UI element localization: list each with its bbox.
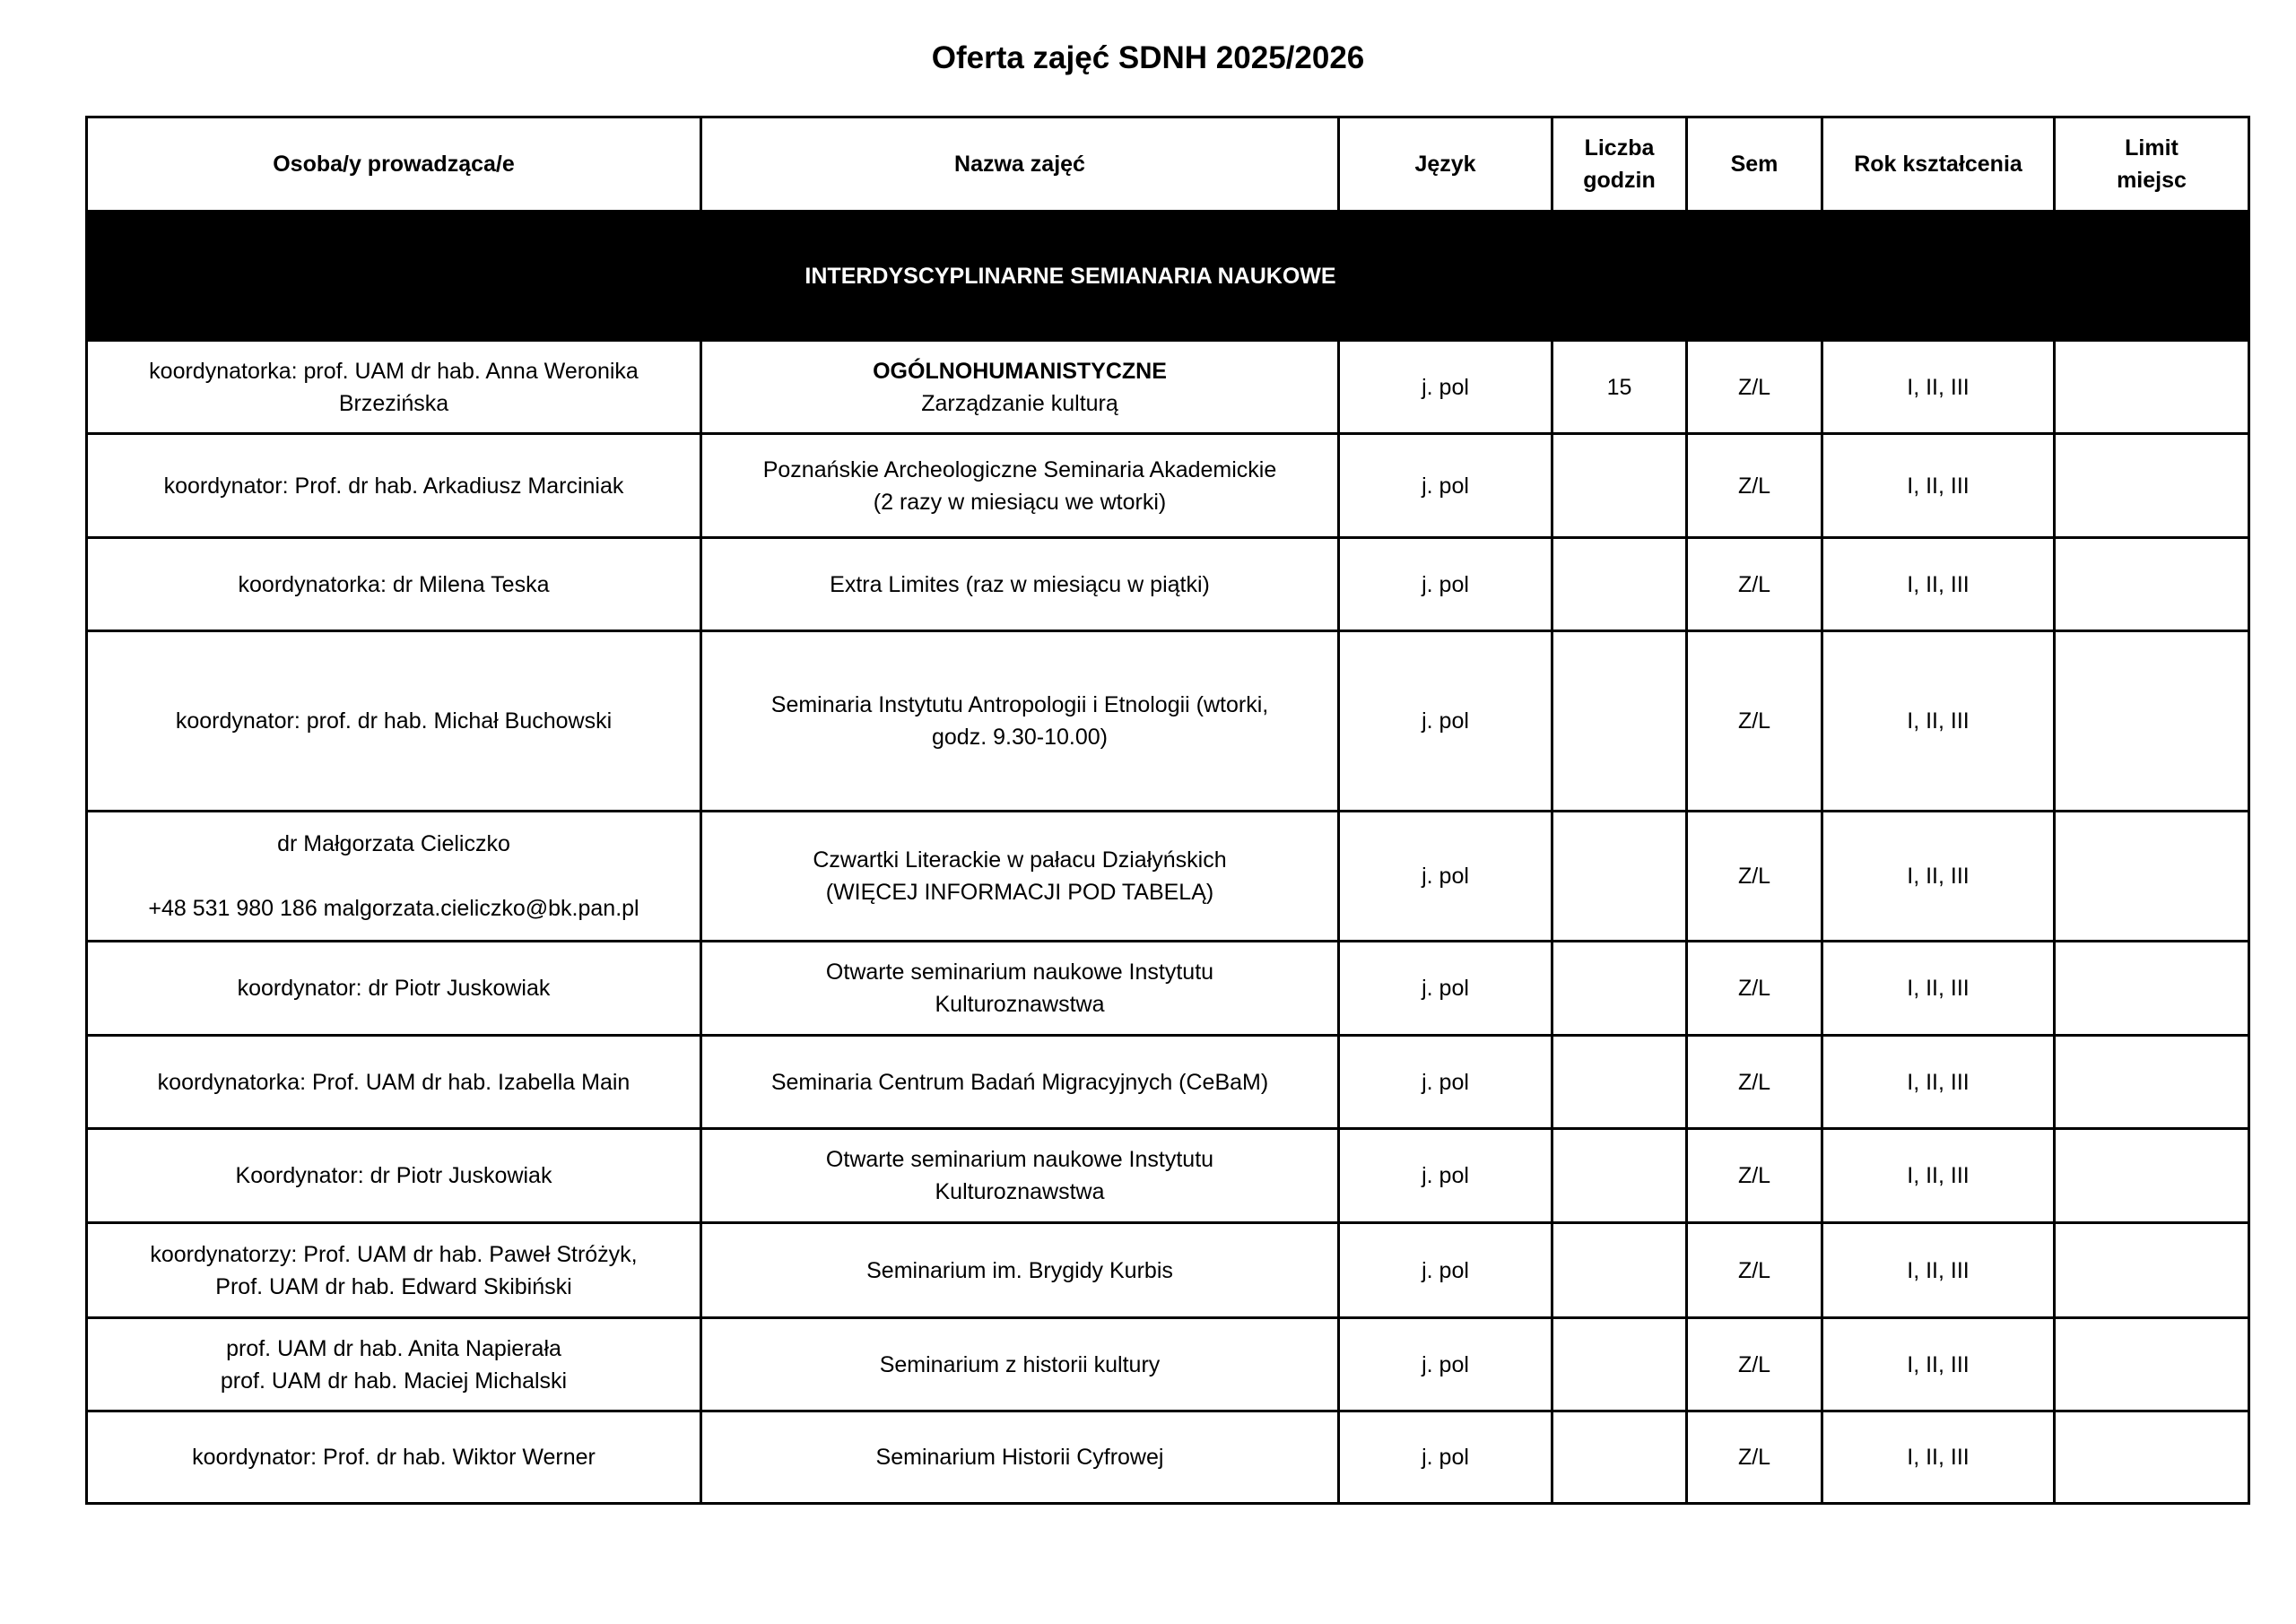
instructor-line: +48 531 980 186 malgorzata.cieliczko@bk.pan.pl — [148, 896, 639, 921]
year-cell: I, II, III — [1822, 1318, 2055, 1411]
limit-cell — [2055, 1223, 2249, 1318]
year-cell: I, II, III — [1822, 1129, 2055, 1223]
language-cell: j. pol — [1339, 1036, 1552, 1129]
instructor-line: koordynatorka: Prof. UAM dr hab. Izabella Main — [157, 1069, 631, 1095]
limit-cell — [2055, 1036, 2249, 1129]
hours-cell — [1552, 1318, 1687, 1411]
course-name-line: Otwarte seminarium naukowe Instytutu — [825, 1147, 1214, 1172]
instructor-cell — [87, 341, 701, 434]
course-name-cell — [701, 1223, 1339, 1318]
table-row — [87, 1223, 2249, 1318]
course-name-line: Seminarium Historii Cyfrowej — [875, 1445, 1164, 1470]
table-row — [87, 434, 2249, 538]
course-name-cell — [701, 631, 1339, 812]
course-name-line: Seminarium z historii kultury — [879, 1351, 1161, 1377]
course-name-line: Kulturoznawstwa — [935, 1179, 1105, 1204]
document-title: Oferta zajęć SDNH 2025/2026 — [931, 40, 1365, 75]
header-course-name: Nazwa zajęć — [701, 117, 1339, 212]
instructor-cell — [87, 942, 701, 1036]
course-name-line: Seminarium im. Brygidy Kurbis — [866, 1257, 1173, 1283]
year-cell: I, II, III — [1822, 942, 2055, 1036]
language-cell: j. pol — [1339, 1318, 1552, 1411]
course-name-cell — [701, 341, 1339, 434]
instructor-cell — [87, 434, 701, 538]
year-cell: I, II, III — [1822, 812, 2055, 942]
semester-cell: Z/L — [1687, 1411, 1822, 1504]
course-name-line: Seminaria Centrum Badań Migracyjnych (CeBaM) — [770, 1069, 1269, 1095]
limit-cell — [2055, 341, 2249, 434]
instructor-line: Prof. UAM dr hab. Edward Skibiński — [215, 1273, 572, 1299]
limit-cell — [2055, 1129, 2249, 1223]
year-cell: I, II, III — [1822, 1411, 2055, 1504]
semester-cell: Z/L — [1687, 538, 1822, 631]
instructor-cell — [87, 1129, 701, 1223]
hours-cell — [1552, 942, 1687, 1036]
language-cell: j. pol — [1339, 1129, 1552, 1223]
course-name-line: godz. 9.30-10.00) — [932, 725, 1108, 750]
course-offer-table — [85, 116, 2250, 1505]
instructor-spacer — [93, 860, 694, 892]
hours-cell — [1552, 631, 1687, 812]
instructor-cell — [87, 1411, 701, 1504]
course-name-line: Czwartki Literackie w pałacu Działyńskich — [813, 847, 1227, 873]
course-name-line: Otwarte seminarium naukowe Instytutu — [825, 960, 1214, 985]
instructor-line: prof. UAM dr hab. Anita Napierała — [226, 1335, 561, 1361]
semester-cell: Z/L — [1687, 942, 1822, 1036]
limit-cell — [2055, 1411, 2249, 1504]
header-instructors: Osoba/y prowadząca/e — [87, 117, 701, 212]
instructor-cell — [87, 1036, 701, 1129]
language-cell: j. pol — [1339, 942, 1552, 1036]
header-semester: Sem — [1687, 117, 1822, 212]
section-limit-cell — [2055, 212, 2249, 341]
table-row — [87, 538, 2249, 631]
table-row — [87, 1036, 2249, 1129]
table-row — [87, 1318, 2249, 1411]
limit-cell — [2055, 631, 2249, 812]
instructor-cell — [87, 538, 701, 631]
hours-cell — [1552, 538, 1687, 631]
instructor-line: koordynator: Prof. dr hab. Wiktor Werner — [192, 1445, 596, 1470]
table-header-row — [87, 117, 2249, 212]
year-cell: I, II, III — [1822, 538, 2055, 631]
course-name-cell — [701, 1036, 1339, 1129]
course-name-line: Zarządzanie kulturą — [921, 390, 1118, 416]
course-name-line: Poznańskie Archeologiczne Seminaria Akademickie — [762, 456, 1277, 482]
hours-cell — [1552, 434, 1687, 538]
header-limit-line1: Limit — [2125, 135, 2179, 161]
instructor-line: dr Małgorzata Cieliczko — [277, 831, 510, 856]
instructor-line: koordynator: dr Piotr Juskowiak — [237, 976, 551, 1001]
year-cell: I, II, III — [1822, 1223, 2055, 1318]
year-cell: I, II, III — [1822, 341, 2055, 434]
hours-cell — [1552, 812, 1687, 942]
instructor-line: koordynatorka: dr Milena Teska — [238, 571, 550, 597]
instructor-cell — [87, 812, 701, 942]
header-limit-line2: miejsc — [2117, 168, 2187, 193]
table-row — [87, 812, 2249, 942]
instructor-line: koordynatorzy: Prof. UAM dr hab. Paweł Stróżyk, — [150, 1241, 638, 1267]
header-hours — [1552, 117, 1687, 212]
hours-cell — [1552, 1223, 1687, 1318]
hours-cell — [1552, 1036, 1687, 1129]
instructor-line: koordynator: prof. dr hab. Michał Buchowski — [175, 708, 613, 734]
header-hours-line1: Liczba — [1584, 135, 1655, 161]
course-name-cell — [701, 1129, 1339, 1223]
course-name-cell — [701, 1318, 1339, 1411]
language-cell: j. pol — [1339, 1223, 1552, 1318]
hours-cell — [1552, 1129, 1687, 1223]
instructor-cell — [87, 1223, 701, 1318]
header-language: Język — [1339, 117, 1552, 212]
limit-cell — [2055, 1318, 2249, 1411]
course-name-cell — [701, 538, 1339, 631]
table-row — [87, 942, 2249, 1036]
table-row — [87, 1411, 2249, 1504]
semester-cell: Z/L — [1687, 812, 1822, 942]
semester-cell: Z/L — [1687, 434, 1822, 538]
table-row — [87, 631, 2249, 812]
course-name-line: (WIĘCEJ INFORMACJI POD TABELĄ) — [825, 880, 1214, 905]
header-year: Rok kształcenia — [1822, 117, 2055, 212]
semester-cell: Z/L — [1687, 1036, 1822, 1129]
limit-cell — [2055, 538, 2249, 631]
course-name-line: (2 razy w miesiącu we wtorki) — [873, 489, 1167, 515]
limit-cell — [2055, 812, 2249, 942]
instructor-line: koordynatorka: prof. UAM dr hab. Anna Weronika — [149, 358, 639, 384]
instructor-line: Brzezińska — [338, 390, 449, 416]
semester-cell: Z/L — [1687, 631, 1822, 812]
instructor-line: Koordynator: dr Piotr Juskowiak — [235, 1163, 552, 1188]
semester-cell: Z/L — [1687, 341, 1822, 434]
section-heading: INTERDYSCYPLINARNE SEMIANARIA NAUKOWE — [87, 212, 2055, 341]
hours-cell — [1552, 1411, 1687, 1504]
hours-cell: 15 — [1552, 341, 1687, 434]
course-name-line: Extra Limites (raz w miesiącu w piątki) — [830, 571, 1210, 597]
instructor-line: prof. UAM dr hab. Maciej Michalski — [220, 1368, 568, 1394]
table-row — [87, 341, 2249, 434]
instructor-cell — [87, 1318, 701, 1411]
language-cell: j. pol — [1339, 341, 1552, 434]
language-cell: j. pol — [1339, 631, 1552, 812]
course-name-cell — [701, 812, 1339, 942]
language-cell: j. pol — [1339, 1411, 1552, 1504]
language-cell: j. pol — [1339, 434, 1552, 538]
instructor-line: koordynator: Prof. dr hab. Arkadiusz Marciniak — [163, 473, 624, 499]
year-cell: I, II, III — [1822, 434, 2055, 538]
header-hours-line2: godzin — [1583, 168, 1656, 193]
semester-cell: Z/L — [1687, 1223, 1822, 1318]
limit-cell — [2055, 942, 2249, 1036]
course-name-line: Kulturoznawstwa — [935, 992, 1105, 1017]
course-name-line: Seminaria Instytutu Antropologii i Etnologii (wtorki, — [770, 692, 1269, 717]
instructor-cell — [87, 631, 701, 812]
table-row — [87, 1129, 2249, 1223]
section-heading-row — [87, 212, 2249, 341]
course-name-cell — [701, 942, 1339, 1036]
header-limit — [2055, 117, 2249, 212]
course-name-cell — [701, 1411, 1339, 1504]
semester-cell: Z/L — [1687, 1129, 1822, 1223]
language-cell: j. pol — [1339, 812, 1552, 942]
course-category-heading: OGÓLNOHUMANISTYCZNE — [873, 358, 1167, 384]
year-cell: I, II, III — [1822, 631, 2055, 812]
limit-cell — [2055, 434, 2249, 538]
semester-cell: Z/L — [1687, 1318, 1822, 1411]
year-cell: I, II, III — [1822, 1036, 2055, 1129]
course-name-cell — [701, 434, 1339, 538]
language-cell: j. pol — [1339, 538, 1552, 631]
